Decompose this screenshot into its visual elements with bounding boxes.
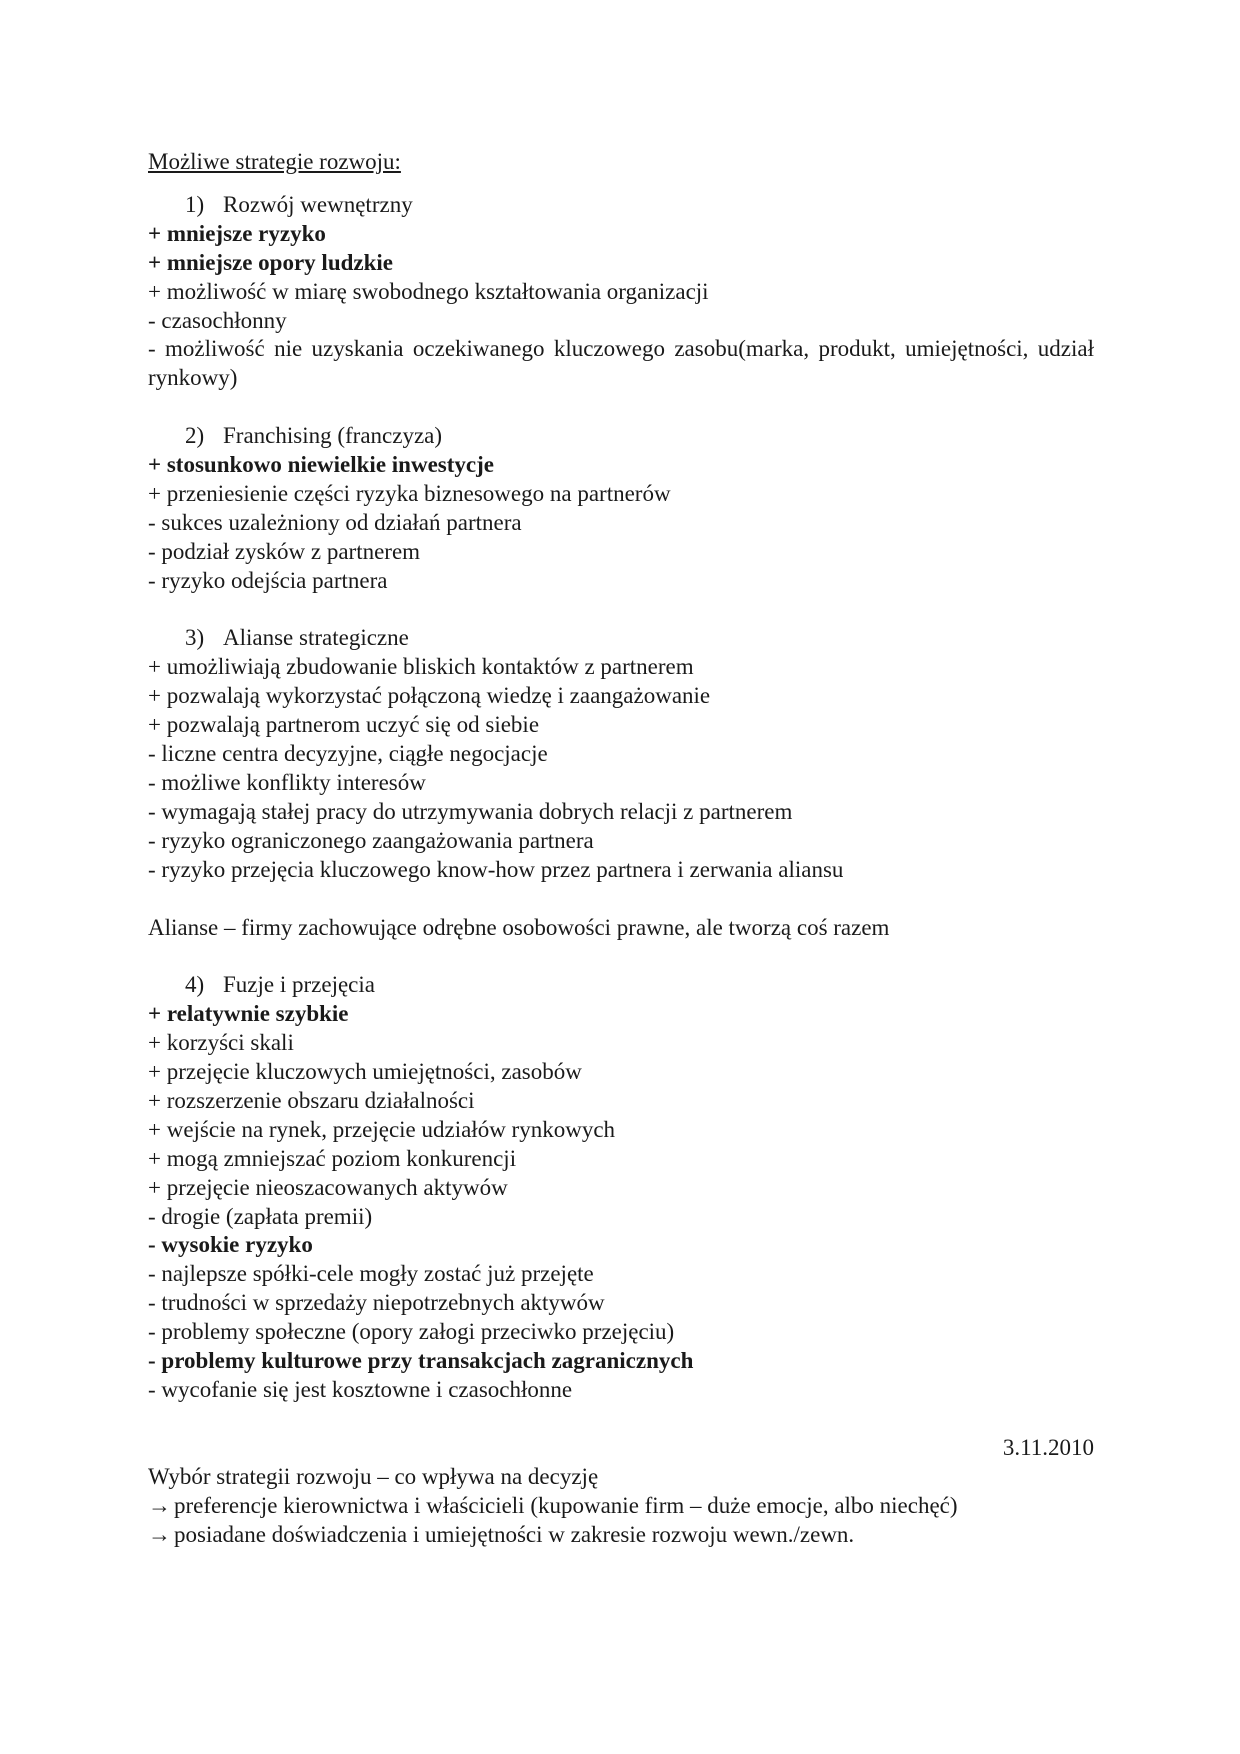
list-item: + stosunkowo niewielkie inwestycje — [148, 452, 494, 478]
list-item: - ryzyko ograniczonego zaangażowania partnera — [148, 827, 594, 853]
section-franchising — [148, 422, 1094, 595]
list-item: - wymagają stałej pracy do utrzymywania dobrych relacji z partnerem — [148, 798, 793, 824]
list-item: - podział zysków z partnerem — [148, 538, 421, 564]
section-heading — [148, 191, 1094, 220]
list-item: + przejęcie kluczowych umiejętności, zasobów — [148, 1059, 582, 1085]
alliance-note: Alianse – firmy zachowujące odrębne osobowości prawne, ale tworzą coś razem — [148, 914, 890, 940]
section-internal-growth — [148, 191, 1094, 393]
section-number: 3) — [185, 625, 205, 651]
list-item: - możliwość nie uzyskania oczekiwanego kluczowego zasobu(marka, produkt, umiejętności, udział rynkowy) — [148, 336, 1094, 391]
section-heading — [148, 422, 1094, 451]
document-body — [148, 148, 1094, 1549]
list-item: + relatywnie szybkie — [148, 1001, 349, 1027]
list-item: + pozwalają wykorzystać połączoną wiedzę i zaangażowanie — [148, 683, 711, 709]
list-item: - wycofanie się jest kosztowne i czasochłonne — [148, 1377, 573, 1402]
list-item: + możliwość w miarę swobodnego kształtowania organizacji — [148, 278, 709, 304]
list-item: - problemy społeczne (opory załogi przeciwko przejęciu) — [148, 1319, 675, 1345]
choice-heading: Wybór strategii rozwoju – co wpływa na decyzję — [148, 1463, 599, 1489]
list-item: - ryzyko przejęcia kluczowego know-how przez partnera i zerwania aliansu — [148, 856, 844, 882]
list-item: - problemy kulturowe przy transakcjach zagranicznych — [148, 1348, 694, 1374]
section-title: Rozwój wewnętrzny — [223, 191, 413, 217]
section-mergers-acquisitions — [148, 971, 1094, 1405]
section-strategic-alliances — [148, 624, 1094, 884]
section-number: 2) — [185, 423, 205, 449]
list-item: - trudności w sprzedaży niepotrzebnych aktywów — [148, 1290, 605, 1316]
choice-item-text: preferencje kierownictwa i właścicieli (kupowanie firm – duże emocje, albo niechęć) — [174, 1492, 958, 1518]
list-item: + pozwalają partnerom uczyć się od siebie — [148, 712, 540, 738]
list-item: + mogą zmniejszać poziom konkurencji — [148, 1145, 517, 1171]
section-title: Alianse strategiczne — [223, 625, 409, 651]
section-number: 4) — [185, 972, 205, 998]
document-title: Możliwe strategie rozwoju: — [148, 149, 401, 174]
arrow-right-icon: → — [148, 1521, 171, 1547]
list-item: - wysokie ryzyko — [148, 1232, 313, 1258]
choice-item-text: posiadane doświadczenia i umiejętności w zakresie rozwoju wewn./zewn. — [174, 1521, 855, 1547]
section-title: Franchising (franczyza) — [223, 423, 443, 449]
list-item: - drogie (zapłata premii) — [148, 1203, 373, 1229]
list-item: - liczne centra decyzyjne, ciągłe negocjacje — [148, 741, 548, 767]
list-item: - możliwe konflikty interesów — [148, 770, 426, 795]
date-label: 3.11.2010 — [1002, 1434, 1094, 1460]
list-item: - najlepsze spółki-cele mogły zostać już przejęte — [148, 1261, 594, 1287]
list-item: - czasochłonny — [148, 307, 287, 333]
arrow-right-icon: → — [148, 1492, 171, 1518]
list-item: + umożliwiają zbudowanie bliskich kontaktów z partnerem — [148, 654, 694, 680]
section-heading — [148, 971, 1094, 1000]
list-item: + przeniesienie części ryzyka biznesowego na partnerów — [148, 480, 671, 506]
section-number: 1) — [185, 191, 205, 217]
choice-item — [148, 1521, 1094, 1550]
list-item: + przejęcie nieoszacowanych aktywów — [148, 1174, 508, 1200]
section-title: Fuzje i przejęcia — [223, 972, 375, 998]
list-item: + rozszerzenie obszaru działalności — [148, 1087, 475, 1113]
list-item: + mniejsze ryzyko — [148, 220, 326, 246]
list-item: - sukces uzależniony od działań partnera — [148, 509, 522, 535]
choice-item — [148, 1492, 1094, 1521]
list-item: + korzyści skali — [148, 1030, 294, 1056]
section-heading — [148, 624, 1094, 653]
list-item: + mniejsze opory ludzkie — [148, 249, 394, 275]
list-item: - ryzyko odejścia partnera — [148, 567, 388, 593]
list-item: + wejście na rynek, przejęcie udziałów rynkowych — [148, 1116, 616, 1142]
